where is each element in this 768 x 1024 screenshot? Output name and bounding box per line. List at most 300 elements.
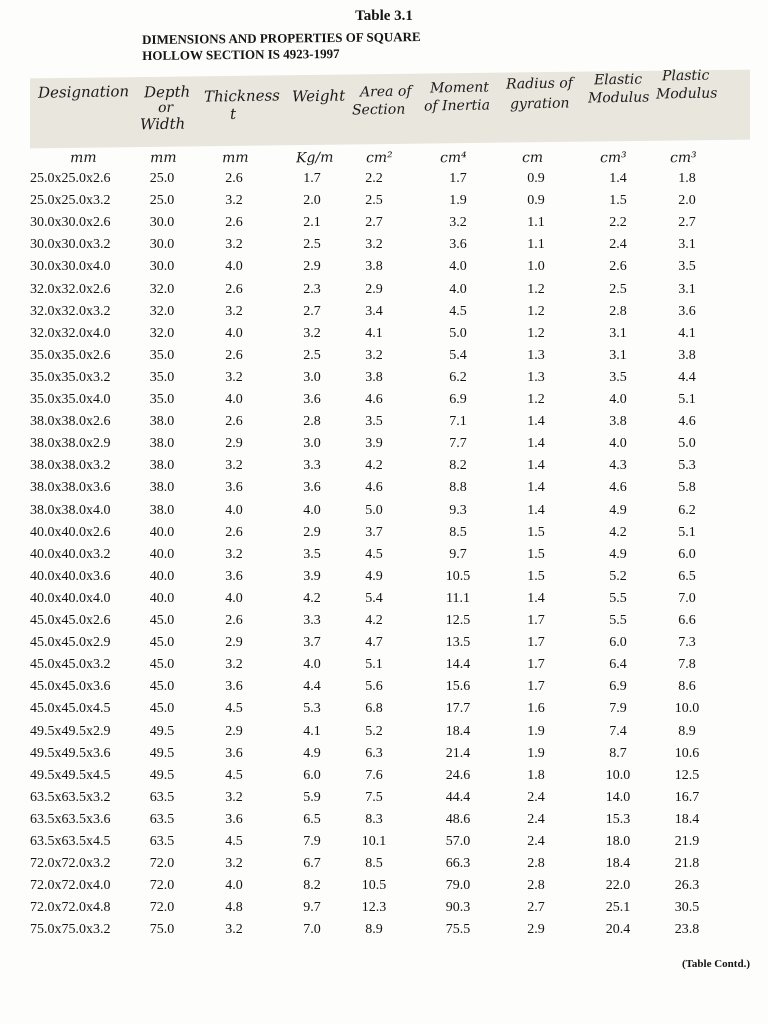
cell-area: 4.2: [365, 613, 383, 628]
table-row: [0, 676, 768, 698]
cell-moment-of-inertia: 57.0: [445, 834, 471, 849]
cell-weight: 4.4: [303, 679, 321, 695]
cell-designation: 72.0x72.0x4.0: [30, 878, 111, 894]
cell-moment-of-inertia: 8.8: [449, 480, 467, 496]
cell-weight: 3.0: [303, 436, 321, 452]
cell-designation: 40.0x40.0x3.6: [30, 568, 111, 584]
cell-elastic-modulus: 4.3: [609, 458, 627, 474]
cell-designation: 63.5x63.5x3.6: [30, 811, 111, 827]
cell-area: 7.6: [365, 767, 383, 783]
cell-depth: 45.0: [149, 613, 175, 628]
cell-radius-of-gyration: 1.2: [527, 281, 545, 297]
cell-radius-of-gyration: 1.5: [527, 546, 545, 562]
cell-thickness: 4.5: [225, 767, 243, 783]
cell-weight: 5.3: [303, 701, 321, 717]
cell-designation: 30.0x30.0x3.2: [30, 237, 111, 253]
cell-plastic-modulus: 21.9: [674, 834, 700, 849]
cell-elastic-modulus: 4.0: [609, 436, 627, 452]
cell-plastic-modulus: 1.8: [678, 171, 696, 186]
table-row: [0, 323, 768, 345]
cell-thickness: 4.0: [225, 590, 243, 606]
cell-designation: 38.0x38.0x3.2: [30, 458, 111, 474]
header-plastic-1: Plastic: [661, 67, 710, 85]
cell-depth: 38.0: [149, 414, 175, 430]
cell-moment-of-inertia: 17.7: [445, 701, 471, 717]
cell-designation: 35.0x35.0x3.2: [30, 369, 111, 385]
cell-plastic-modulus: 3.6: [678, 303, 696, 319]
cell-radius-of-gyration: 1.8: [527, 767, 545, 783]
cell-thickness: 2.6: [225, 171, 243, 186]
cell-area: 10.1: [361, 834, 387, 849]
cell-designation: 35.0x35.0x4.0: [30, 392, 111, 407]
cell-area: 3.8: [365, 259, 383, 275]
cell-moment-of-inertia: 15.6: [445, 679, 471, 695]
cell-elastic-modulus: 5.5: [609, 590, 627, 606]
cell-plastic-modulus: 23.8: [674, 922, 700, 938]
cell-elastic-modulus: 4.0: [609, 392, 627, 407]
cell-thickness: 3.2: [225, 657, 243, 673]
table-row: [0, 345, 768, 367]
cell-plastic-modulus: 12.5: [674, 767, 700, 783]
cell-elastic-modulus: 5.5: [609, 613, 627, 628]
cell-area: 4.9: [365, 568, 383, 584]
header-designation: Designation: [37, 82, 130, 102]
cell-moment-of-inertia: 6.2: [449, 369, 467, 385]
cell-thickness: 4.0: [225, 878, 243, 894]
table-row: [0, 522, 768, 544]
table-row: [0, 809, 768, 831]
cell-area: 3.4: [365, 303, 383, 319]
cell-depth: 25.0: [149, 193, 175, 209]
header-weight: Weight: [291, 86, 346, 106]
cell-moment-of-inertia: 90.3: [445, 900, 471, 916]
cell-area: 3.2: [365, 237, 383, 253]
table-row: [0, 279, 768, 301]
cell-weight: 2.9: [303, 524, 321, 540]
cell-depth: 63.5: [149, 811, 175, 827]
unit-radius: cm: [521, 149, 544, 167]
table-row: [0, 897, 768, 919]
cell-depth: 75.0: [149, 922, 175, 938]
cell-thickness: 3.6: [225, 679, 243, 695]
cell-moment-of-inertia: 3.2: [449, 215, 467, 231]
table-row: [0, 787, 768, 809]
cell-designation: 40.0x40.0x3.2: [30, 546, 111, 562]
cell-radius-of-gyration: 2.4: [527, 811, 545, 827]
cell-weight: 2.0: [303, 193, 321, 209]
cell-area: 5.4: [365, 590, 383, 606]
cell-weight: 6.7: [303, 856, 321, 872]
cell-plastic-modulus: 2.0: [678, 193, 696, 209]
table-row: [0, 721, 768, 743]
table-row: [0, 831, 768, 853]
cell-depth: 32.0: [149, 281, 175, 297]
cell-designation: 38.0x38.0x3.6: [30, 480, 111, 496]
cell-plastic-modulus: 6.2: [678, 502, 696, 518]
cell-moment-of-inertia: 8.2: [449, 458, 467, 474]
table-row: [0, 544, 768, 566]
table-row: [0, 301, 768, 323]
cell-area: 5.1: [365, 657, 383, 673]
cell-thickness: 2.9: [225, 635, 243, 651]
cell-plastic-modulus: 30.5: [674, 900, 700, 916]
cell-moment-of-inertia: 14.4: [445, 657, 471, 673]
cell-depth: 32.0: [149, 325, 175, 341]
table-row: [0, 433, 768, 455]
cell-designation: 45.0x45.0x3.2: [30, 657, 111, 673]
cell-elastic-modulus: 6.4: [609, 657, 627, 673]
cell-radius-of-gyration: 2.7: [527, 900, 545, 916]
cell-plastic-modulus: 5.0: [678, 436, 696, 452]
cell-moment-of-inertia: 1.7: [449, 171, 467, 186]
table-row: [0, 234, 768, 256]
cell-thickness: 3.2: [225, 546, 243, 562]
cell-weight: 3.2: [303, 325, 321, 341]
cell-area: 8.5: [365, 856, 383, 872]
cell-radius-of-gyration: 1.4: [527, 590, 545, 606]
cell-moment-of-inertia: 66.3: [445, 856, 471, 872]
cell-plastic-modulus: 5.1: [678, 524, 696, 540]
cell-plastic-modulus: 6.5: [678, 568, 696, 584]
cell-depth: 72.0: [149, 878, 175, 894]
cell-plastic-modulus: 5.1: [678, 392, 696, 407]
cell-designation: 25.0x25.0x3.2: [30, 193, 111, 209]
cell-area: 3.8: [365, 369, 383, 385]
cell-weight: 4.0: [303, 657, 321, 673]
cell-elastic-modulus: 2.2: [609, 215, 627, 231]
cell-plastic-modulus: 18.4: [674, 811, 700, 827]
cell-thickness: 2.6: [225, 281, 243, 297]
cell-designation: 45.0x45.0x3.6: [30, 679, 111, 695]
cell-plastic-modulus: 4.4: [678, 369, 696, 385]
cell-radius-of-gyration: 1.5: [527, 524, 545, 540]
cell-designation: 30.0x30.0x2.6: [30, 215, 111, 231]
cell-moment-of-inertia: 9.7: [449, 546, 467, 562]
cell-designation: 45.0x45.0x2.6: [30, 613, 111, 628]
cell-thickness: 4.0: [225, 259, 243, 275]
cell-radius-of-gyration: 1.2: [527, 392, 545, 407]
cell-plastic-modulus: 8.6: [678, 679, 696, 695]
cell-weight: 3.3: [303, 613, 321, 628]
cell-radius-of-gyration: 0.9: [527, 193, 545, 209]
cell-weight: 2.9: [303, 259, 321, 275]
cell-moment-of-inertia: 5.4: [449, 347, 467, 363]
unit-elastic: cm³: [599, 149, 627, 167]
cell-moment-of-inertia: 1.9: [449, 193, 467, 209]
cell-elastic-modulus: 18.0: [605, 834, 631, 849]
cell-area: 6.3: [365, 745, 383, 761]
cell-elastic-modulus: 2.8: [609, 303, 627, 319]
cell-radius-of-gyration: 1.2: [527, 325, 545, 341]
unit-weight: Kg/m: [295, 149, 334, 167]
table-row: [0, 500, 768, 522]
cell-depth: 49.5: [149, 767, 175, 783]
cell-weight: 7.9: [303, 834, 321, 849]
cell-thickness: 2.6: [225, 524, 243, 540]
unit-moment: cm⁴: [439, 149, 467, 167]
cell-radius-of-gyration: 2.8: [527, 878, 545, 894]
cell-designation: 32.0x32.0x4.0: [30, 325, 111, 341]
cell-moment-of-inertia: 18.4: [445, 723, 471, 739]
table-row: [0, 212, 768, 234]
cell-thickness: 3.6: [225, 568, 243, 584]
cell-elastic-modulus: 1.5: [609, 193, 627, 209]
cell-designation: 25.0x25.0x2.6: [30, 171, 111, 186]
cell-area: 8.9: [365, 922, 383, 938]
table-title: Table 3.1: [355, 8, 413, 24]
cell-designation: 40.0x40.0x4.0: [30, 590, 111, 606]
cell-plastic-modulus: 21.8: [674, 856, 700, 872]
cell-elastic-modulus: 2.4: [609, 237, 627, 253]
cell-elastic-modulus: 4.2: [609, 524, 627, 540]
cell-radius-of-gyration: 1.4: [527, 480, 545, 496]
cell-depth: 30.0: [149, 259, 175, 275]
cell-moment-of-inertia: 6.9: [449, 392, 467, 407]
cell-plastic-modulus: 4.6: [678, 414, 696, 430]
table-row: [0, 190, 768, 212]
cell-area: 7.5: [365, 789, 383, 805]
cell-weight: 9.7: [303, 900, 321, 916]
cell-weight: 4.9: [303, 745, 321, 761]
cell-elastic-modulus: 15.3: [605, 811, 631, 827]
cell-radius-of-gyration: 1.7: [527, 613, 545, 628]
cell-thickness: 2.6: [225, 347, 243, 363]
header-depth-1: Depth: [143, 82, 191, 102]
cell-designation: 75.0x75.0x3.2: [30, 922, 111, 938]
cell-area: 4.1: [365, 325, 383, 341]
cell-designation: 63.5x63.5x4.5: [30, 834, 111, 849]
cell-elastic-modulus: 20.4: [605, 922, 631, 938]
cell-depth: 38.0: [149, 480, 175, 496]
cell-depth: 45.0: [149, 679, 175, 695]
cell-radius-of-gyration: 1.1: [527, 237, 545, 253]
cell-radius-of-gyration: 1.4: [527, 502, 545, 518]
cell-elastic-modulus: 25.1: [605, 900, 631, 916]
cell-weight: 2.3: [303, 281, 321, 297]
cell-depth: 72.0: [149, 900, 175, 916]
cell-weight: 3.9: [303, 568, 321, 584]
cell-area: 10.5: [361, 878, 387, 894]
cell-radius-of-gyration: 1.3: [527, 347, 545, 363]
cell-thickness: 3.6: [225, 480, 243, 496]
cell-thickness: 4.5: [225, 834, 243, 849]
cell-depth: 40.0: [149, 568, 175, 584]
table-row: [0, 477, 768, 499]
cell-moment-of-inertia: 7.1: [449, 414, 467, 430]
cell-depth: 30.0: [149, 237, 175, 253]
table-row: [0, 411, 768, 433]
cell-thickness: 3.2: [225, 856, 243, 872]
cell-radius-of-gyration: 1.5: [527, 568, 545, 584]
cell-depth: 72.0: [149, 856, 175, 872]
table-row: [0, 743, 768, 765]
cell-radius-of-gyration: 1.7: [527, 679, 545, 695]
cell-area: 2.9: [365, 281, 383, 297]
cell-elastic-modulus: 1.4: [609, 171, 627, 186]
cell-radius-of-gyration: 1.1: [527, 215, 545, 231]
cell-designation: 40.0x40.0x2.6: [30, 524, 111, 540]
cell-weight: 2.8: [303, 414, 321, 430]
table-row: [0, 610, 768, 632]
cell-weight: 3.0: [303, 369, 321, 385]
cell-depth: 40.0: [149, 524, 175, 540]
cell-moment-of-inertia: 48.6: [445, 811, 471, 827]
cell-thickness: 4.8: [225, 900, 243, 916]
cell-elastic-modulus: 4.9: [609, 546, 627, 562]
cell-plastic-modulus: 3.1: [678, 281, 696, 297]
cell-designation: 32.0x32.0x3.2: [30, 303, 111, 319]
cell-plastic-modulus: 7.3: [678, 635, 696, 651]
table-row: [0, 168, 768, 190]
cell-plastic-modulus: 7.8: [678, 657, 696, 673]
cell-designation: 45.0x45.0x4.5: [30, 701, 111, 717]
cell-designation: 72.0x72.0x4.8: [30, 900, 111, 916]
cell-moment-of-inertia: 8.5: [449, 524, 467, 540]
cell-moment-of-inertia: 75.5: [445, 922, 471, 938]
cell-elastic-modulus: 3.1: [609, 325, 627, 341]
cell-plastic-modulus: 2.7: [678, 215, 696, 231]
cell-moment-of-inertia: 79.0: [445, 878, 471, 894]
cell-weight: 5.9: [303, 789, 321, 805]
header-radius-1: Radius of: [505, 75, 574, 93]
cell-area: 8.3: [365, 811, 383, 827]
cell-depth: 35.0: [149, 347, 175, 363]
cell-plastic-modulus: 6.0: [678, 546, 696, 562]
header-elastic-2: Modulus: [587, 89, 650, 107]
cell-elastic-modulus: 6.0: [609, 635, 627, 651]
cell-radius-of-gyration: 1.4: [527, 414, 545, 430]
cell-depth: 25.0: [149, 171, 175, 186]
cell-area: 4.6: [365, 392, 383, 407]
cell-depth: 49.5: [149, 723, 175, 739]
header-moment-2: of Inertia: [423, 97, 491, 115]
cell-elastic-modulus: 22.0: [605, 878, 631, 894]
cell-moment-of-inertia: 5.0: [449, 325, 467, 341]
cell-plastic-modulus: 26.3: [674, 878, 700, 894]
cell-thickness: 3.6: [225, 811, 243, 827]
cell-radius-of-gyration: 1.7: [527, 657, 545, 673]
table-subtitle: [142, 29, 421, 64]
table-row: [0, 588, 768, 610]
cell-elastic-modulus: 2.5: [609, 281, 627, 297]
cell-thickness: 3.2: [225, 303, 243, 319]
table-row: [0, 698, 768, 720]
header-thickness-2: t: [229, 104, 237, 124]
cell-plastic-modulus: 10.0: [674, 701, 700, 717]
header-thickness-1: Thickness: [203, 86, 281, 106]
cell-weight: 7.0: [303, 922, 321, 938]
cell-elastic-modulus: 6.9: [609, 679, 627, 695]
cell-thickness: 2.9: [225, 436, 243, 452]
cell-depth: 45.0: [149, 701, 175, 717]
cell-elastic-modulus: 7.9: [609, 701, 627, 717]
cell-moment-of-inertia: 3.6: [449, 237, 467, 253]
cell-elastic-modulus: 14.0: [605, 789, 631, 805]
cell-area: 5.6: [365, 679, 383, 695]
cell-plastic-modulus: 7.0: [678, 590, 696, 606]
cell-moment-of-inertia: 7.7: [449, 436, 467, 452]
cell-weight: 6.0: [303, 767, 321, 783]
cell-depth: 35.0: [149, 392, 175, 407]
cell-radius-of-gyration: 1.9: [527, 745, 545, 761]
cell-weight: 2.7: [303, 303, 321, 319]
cell-thickness: 2.6: [225, 613, 243, 628]
subtitle-line-2: HOLLOW SECTION IS 4923-1997: [142, 45, 340, 63]
table-row: [0, 367, 768, 389]
cell-elastic-modulus: 3.1: [609, 347, 627, 363]
cell-weight: 4.2: [303, 590, 321, 606]
cell-thickness: 2.6: [225, 414, 243, 430]
cell-designation: 35.0x35.0x2.6: [30, 347, 111, 363]
unit-area: cm²: [365, 149, 393, 167]
table-row: [0, 566, 768, 588]
cell-area: 3.7: [365, 524, 383, 540]
cell-moment-of-inertia: 21.4: [445, 745, 471, 761]
cell-weight: 3.3: [303, 458, 321, 474]
cell-area: 5.0: [365, 502, 383, 518]
cell-plastic-modulus: 3.5: [678, 259, 696, 275]
cell-radius-of-gyration: 1.6: [527, 701, 545, 717]
cell-moment-of-inertia: 11.1: [446, 590, 470, 606]
unit-plastic: cm³: [669, 149, 697, 167]
cell-depth: 38.0: [149, 458, 175, 474]
cell-moment-of-inertia: 24.6: [445, 767, 471, 783]
cell-area: 3.2: [365, 347, 383, 363]
cell-weight: 2.1: [303, 215, 321, 231]
cell-area: 5.2: [365, 723, 383, 739]
header-area-2: Section: [351, 101, 406, 119]
cell-elastic-modulus: 3.5: [609, 369, 627, 385]
cell-depth: 40.0: [149, 546, 175, 562]
cell-area: 2.2: [365, 171, 383, 186]
cell-plastic-modulus: 5.8: [678, 480, 696, 496]
cell-area: 3.9: [365, 436, 383, 452]
cell-plastic-modulus: 5.3: [678, 458, 696, 474]
cell-plastic-modulus: 10.6: [674, 745, 700, 761]
cell-thickness: 3.2: [225, 237, 243, 253]
cell-moment-of-inertia: 10.5: [445, 568, 471, 584]
unit-designation: mm: [69, 149, 97, 167]
cell-thickness: 3.2: [225, 458, 243, 474]
cell-thickness: 4.0: [225, 502, 243, 518]
cell-radius-of-gyration: 1.9: [527, 723, 545, 739]
cell-radius-of-gyration: 1.4: [527, 458, 545, 474]
header-depth-3: Width: [139, 114, 186, 134]
cell-depth: 30.0: [149, 215, 175, 231]
cell-elastic-modulus: 8.7: [609, 745, 627, 761]
cell-thickness: 2.9: [225, 723, 243, 739]
cell-area: 2.7: [365, 215, 383, 231]
cell-area: 4.7: [365, 635, 383, 651]
cell-weight: 4.1: [303, 723, 321, 739]
table-continued-note: (Table Contd.): [681, 958, 750, 970]
cell-weight: 6.5: [303, 811, 321, 827]
cell-designation: 32.0x32.0x2.6: [30, 281, 111, 297]
cell-thickness: 2.6: [225, 215, 243, 231]
cell-depth: 38.0: [149, 502, 175, 518]
table-row: [0, 455, 768, 477]
cell-moment-of-inertia: 44.4: [445, 789, 471, 805]
cell-depth: 45.0: [149, 635, 175, 651]
table-row: [0, 853, 768, 875]
cell-designation: 38.0x38.0x2.9: [30, 436, 111, 452]
cell-plastic-modulus: 3.1: [678, 237, 696, 253]
cell-designation: 63.5x63.5x3.2: [30, 789, 111, 805]
cell-area: 4.2: [365, 458, 383, 474]
cell-elastic-modulus: 5.2: [609, 568, 627, 584]
cell-thickness: 3.2: [225, 369, 243, 385]
cell-plastic-modulus: 4.1: [678, 325, 696, 341]
